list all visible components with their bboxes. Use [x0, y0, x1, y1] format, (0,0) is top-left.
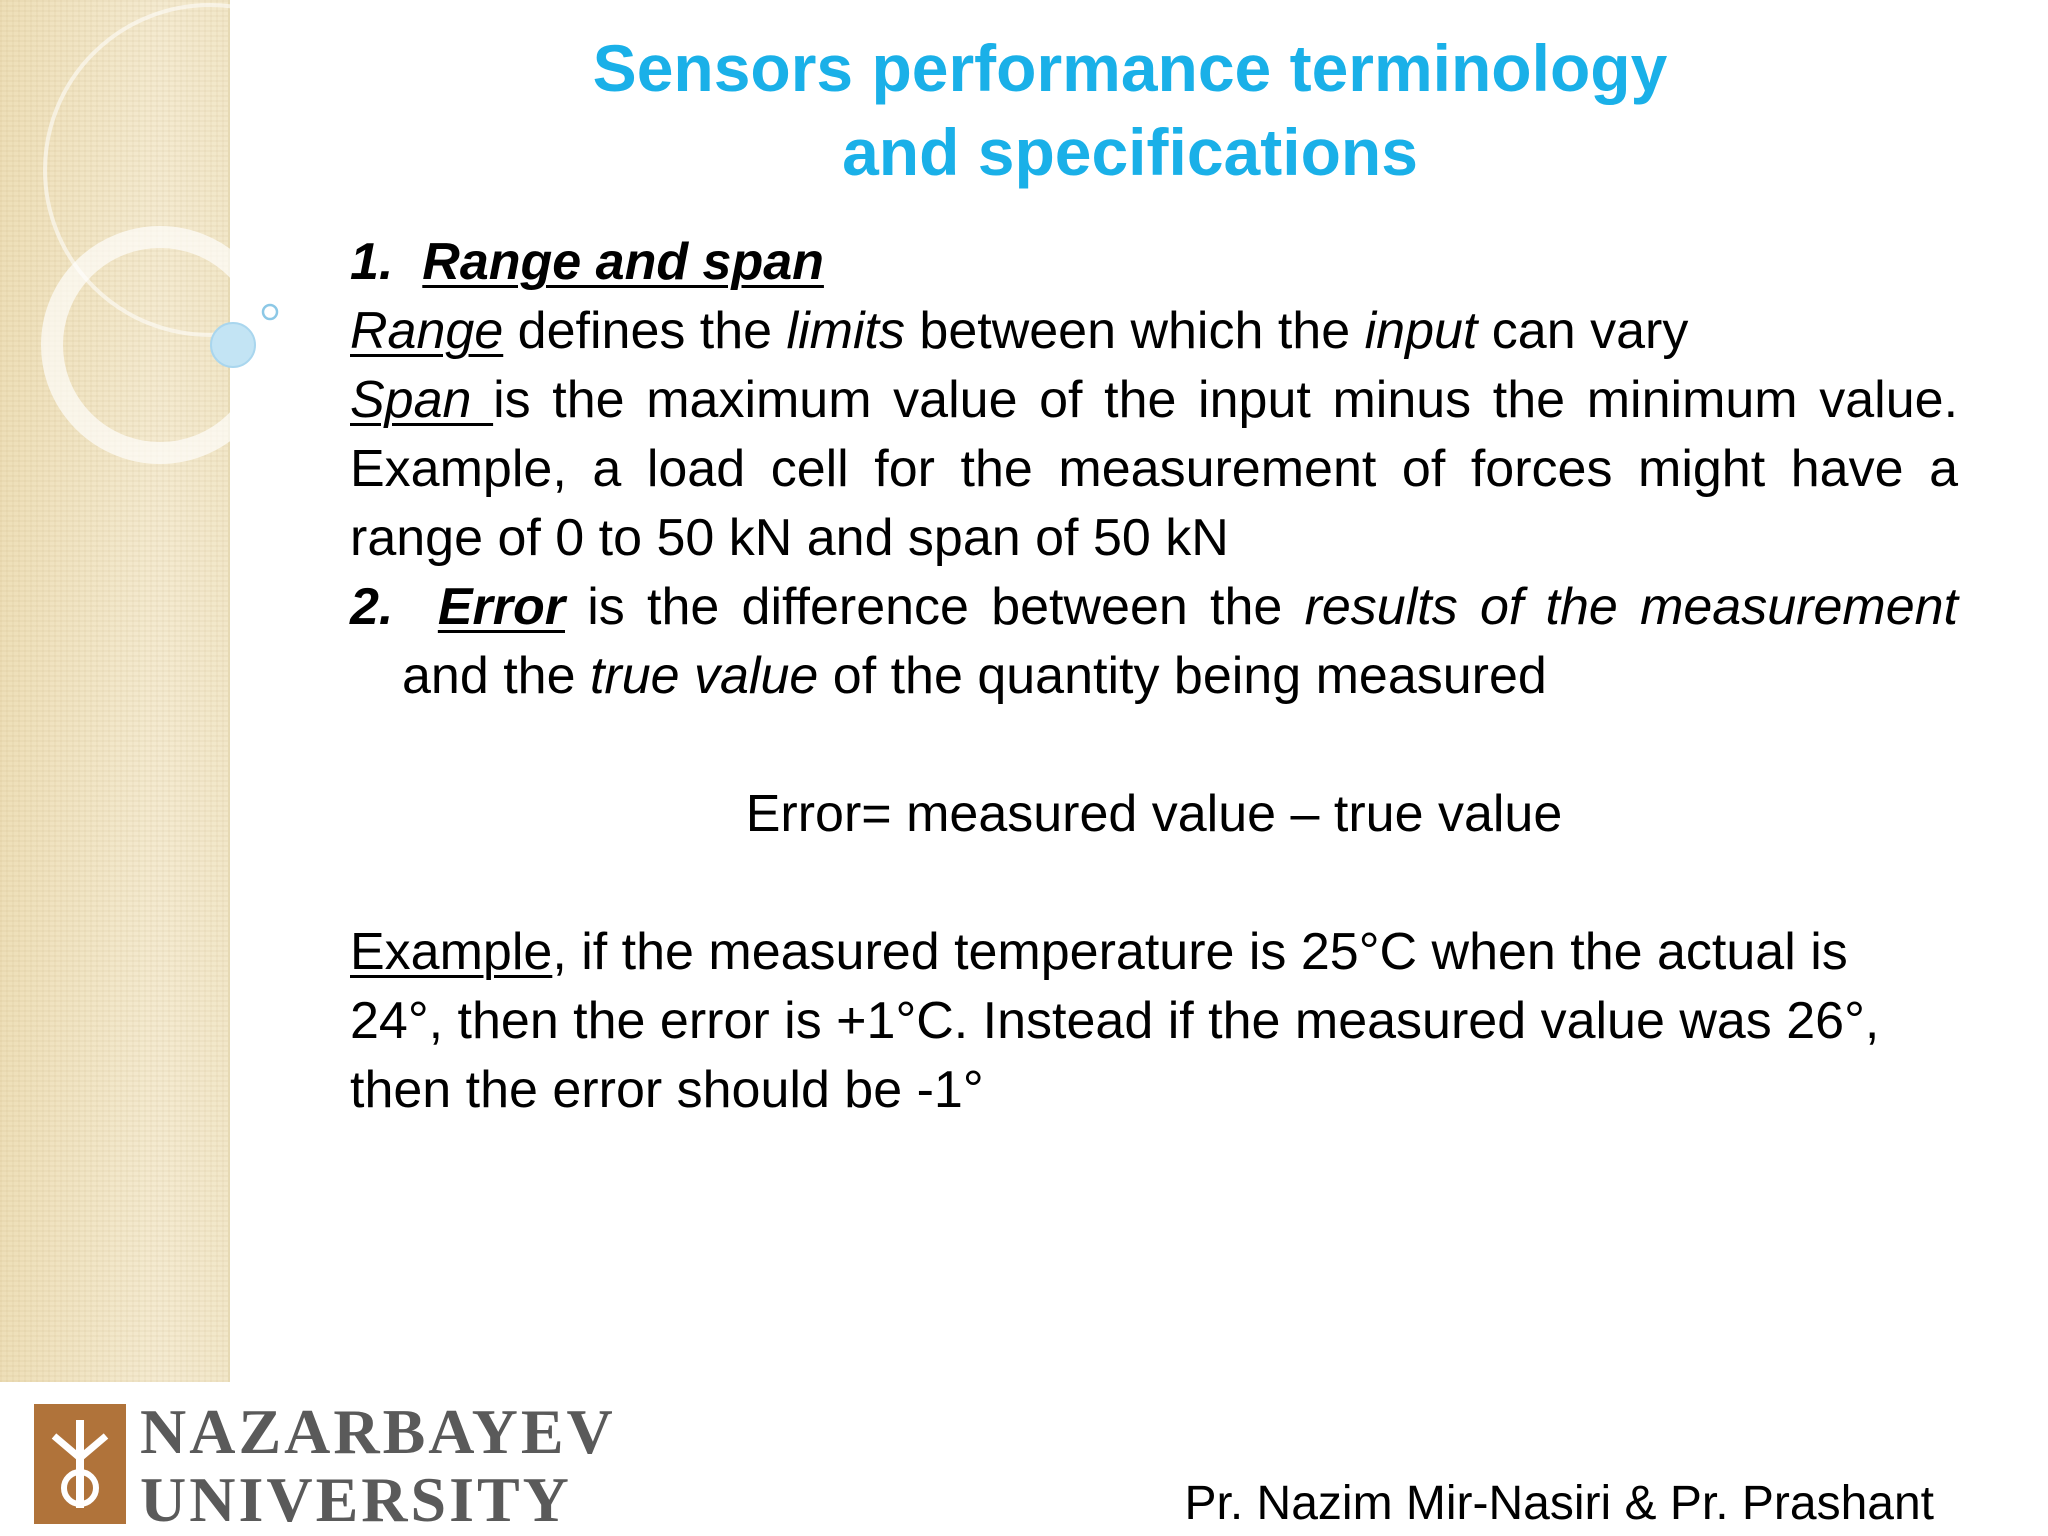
decorative-circles: [0, 0, 320, 520]
example-text: Example, if the measured temperature is 25°C when the actual is 24°, then the error is +1°C. Instead if the measured value was 26°, then the error should be -1°: [350, 923, 1880, 1119]
logo-line-1: NAZARBAYEV: [140, 1396, 616, 1467]
range-definition: Range defines the limits between which the input can vary: [350, 302, 1689, 360]
slide-title: [380, 26, 1880, 194]
section-1-heading: 1. Range and span: [350, 233, 824, 291]
title-line-2: and specifications: [842, 115, 1418, 189]
university-wordmark: [140, 1398, 616, 1534]
error-definition: 2. Error is the difference between the results of the measurement and the true value of the quantity being measured: [350, 578, 1958, 705]
range-and-span-heading: Range and span: [422, 233, 824, 291]
span-definition: Span is the maximum value of the input minus the minimum value. Example, a load cell for the measurement of forces might have a range of 0 to 50 kN and span of 50 kN: [350, 371, 1959, 567]
title-line-1: Sensors performance terminology: [592, 31, 1668, 105]
slide-body: [350, 228, 1958, 1125]
error-formula: Error= measured value – true value: [745, 785, 1563, 843]
authors-footer: Pr. Nazim Mir-Nasiri & Pr. Prashant: [1184, 1477, 1934, 1530]
logo-line-2: UNIVERSITY: [140, 1464, 572, 1535]
